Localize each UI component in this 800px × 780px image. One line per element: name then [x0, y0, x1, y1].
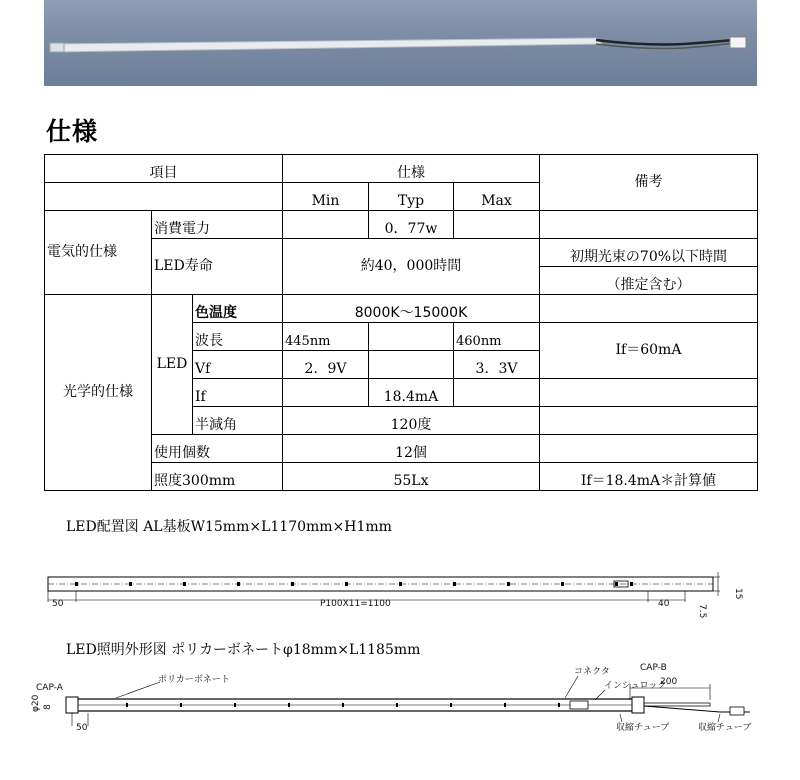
group-electrical: 電気的仕様	[45, 211, 152, 295]
color-temp-label: 色温度	[193, 295, 283, 323]
count-label: 使用個数	[152, 435, 283, 463]
illum-label: 照度300mm	[152, 463, 283, 491]
label-polycarbonate: ポリカーボネート	[158, 675, 230, 685]
led-tube-photo	[44, 0, 757, 86]
life-value: 約40，000時間	[283, 239, 540, 295]
spec-table	[44, 154, 758, 491]
power-note	[540, 211, 758, 239]
if-min	[283, 379, 369, 407]
wavelength-max: 460nm	[454, 323, 540, 351]
row-color-temp	[45, 295, 758, 323]
group-optical: 光学的仕様	[45, 295, 152, 491]
col-max: Max	[454, 183, 540, 211]
if-note	[540, 379, 758, 407]
dim-height: 15	[733, 588, 743, 600]
product-photo	[44, 0, 757, 86]
label-connector: コネクタ	[574, 667, 610, 677]
led-layout-drawing	[30, 560, 770, 620]
count-value: 12個	[283, 435, 540, 463]
col-typ: Typ	[369, 183, 454, 211]
led-label: LED	[152, 295, 193, 435]
row-power	[45, 211, 758, 239]
life-label: LED寿命	[152, 239, 283, 295]
vf-typ	[369, 351, 454, 379]
power-max	[454, 211, 540, 239]
color-temp-note	[540, 295, 758, 323]
wavelength-typ	[369, 323, 454, 351]
dim-200: 200	[660, 677, 678, 687]
half-angle-label: 半減角	[193, 407, 283, 435]
wavelength-label: 波長	[193, 323, 283, 351]
illum-value: 55Lx	[283, 463, 540, 491]
dim-8: 8	[43, 704, 53, 710]
dim-50: 50	[76, 723, 88, 733]
if-label: If	[193, 379, 283, 407]
count-note	[540, 435, 758, 463]
if-typ: 18.4mA	[369, 379, 454, 407]
label-shrink-tube-2: 収縮チューブ	[698, 723, 752, 733]
life-note-2: （推定含む）	[540, 267, 758, 295]
wavelength-min: 445nm	[283, 323, 369, 351]
vf-label: Vf	[193, 351, 283, 379]
label-cap-a: CAP-A	[36, 683, 63, 693]
power-min	[283, 211, 369, 239]
label-insulock: インシュロック	[604, 681, 667, 691]
page-title: 仕様	[46, 117, 99, 146]
caption-exterior: LED照明外形図 ポリカーボネートφ18mm×L1185mm	[66, 642, 421, 658]
table-header-row-1	[45, 155, 758, 183]
illum-note: If＝18.4mA＊計算値	[540, 463, 758, 491]
dim-pitch: P100X11=1100	[320, 599, 391, 609]
caption-layout: LED配置図 AL基板W15mm×L1170mm×H1mm	[66, 519, 392, 535]
power-typ: 0．77w	[369, 211, 454, 239]
vf-min: 2．9V	[283, 351, 369, 379]
header-note: 備考	[540, 155, 758, 211]
row-illuminance	[45, 463, 758, 491]
vf-max: 3．3V	[454, 351, 540, 379]
label-cap-b: CAP-B	[640, 663, 667, 673]
exterior-drawing	[30, 660, 770, 740]
dim-phi20: φ20	[31, 694, 41, 712]
half-angle-note	[540, 407, 758, 435]
dim-offset: 7.5	[697, 604, 707, 619]
col-min: Min	[283, 183, 369, 211]
header-empty	[45, 183, 283, 211]
power-label: 消費電力	[152, 211, 283, 239]
header-spec: 仕様	[283, 155, 540, 183]
row-life	[45, 239, 758, 267]
dim-left: 50	[52, 599, 64, 609]
life-note-1: 初期光束の70%以下時間	[540, 239, 758, 267]
half-angle-value: 120度	[283, 407, 540, 435]
dim-right: 40	[658, 599, 670, 609]
header-item: 項目	[45, 155, 283, 183]
if-max	[454, 379, 540, 407]
vf-note: If＝60mA	[540, 323, 758, 379]
label-shrink-tube-1: 収縮チューブ	[616, 723, 670, 733]
color-temp-value: 8000K～15000K	[283, 295, 540, 323]
row-count	[45, 435, 758, 463]
